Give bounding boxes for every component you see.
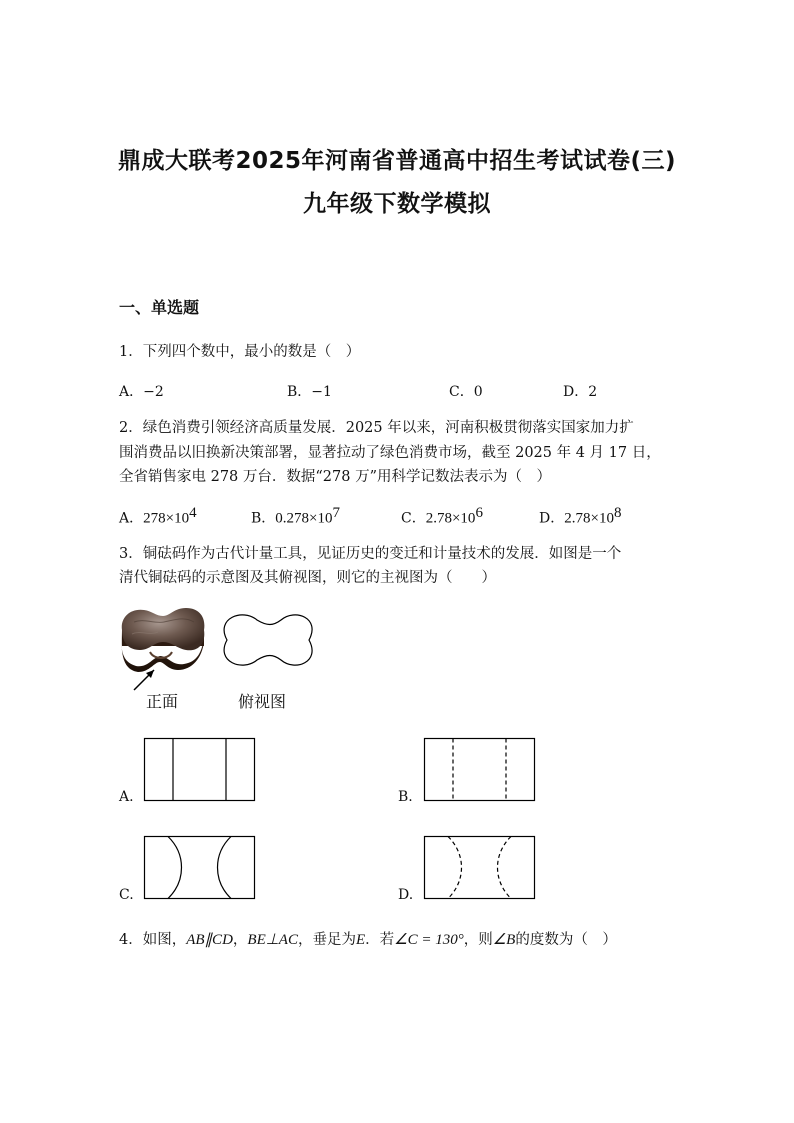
q4-angle-c: ∠C = 130° (394, 932, 464, 948)
section-heading: 一、单选题 (119, 298, 200, 317)
q1-option-d: D．2 (563, 384, 598, 400)
q2-option-a-mantissa: 278×10 (143, 510, 190, 527)
q4-point: E (355, 932, 366, 948)
bronze-weight-image (114, 600, 214, 700)
q2-option-d-exp: 8 (613, 505, 622, 521)
q2-option-b (251, 505, 340, 528)
q2-option-d (539, 505, 621, 528)
q4-prefix: 4．如图， (119, 932, 187, 948)
q3-option-b-label: B. (398, 789, 413, 805)
q4-mid3: ，则 (463, 932, 493, 948)
top-view-label: 俯视图 (238, 692, 287, 711)
q3-option-c-label: C. (119, 887, 134, 903)
q2-option-c-mantissa: 2.78×10 (425, 510, 476, 527)
q2-option-b-exp: 7 (332, 505, 341, 521)
q2-option-b-mantissa: 0.278×10 (275, 510, 333, 527)
q4-angle-b: ∠B (492, 932, 516, 948)
q2-option-d-mantissa: 2.78×10 (564, 510, 614, 527)
q1-option-b: B．−1 (287, 384, 332, 400)
q2-line1: 2．绿色消费引领经济高质量发展．2025 年以来，河南积极贯彻落实国家加力扩 (119, 420, 634, 436)
q4-cond2: BE⊥AC (247, 932, 298, 948)
page-title: 鼎成大联考2025年河南省普通高中招生考试试卷(三) (117, 148, 677, 174)
q2-option-c-label: C． (401, 510, 426, 527)
q3-line2: 清代铜砝码的示意图及其俯视图，则它的主视图为（ ） (119, 570, 496, 586)
q3-option-d-label: D. (398, 887, 414, 903)
q2-line3: 全省销售家电 278 万台．数据“278 万”用科学记数法表示为（ ） (119, 469, 552, 485)
page-subtitle: 九年级下数学模拟 (303, 191, 491, 217)
q4-mid: ，垂足为 (297, 932, 356, 948)
q3-line1: 3．铜砝码作为古代计量工具，见证历史的变迁和计量技术的发展．如图是一个 (119, 546, 622, 562)
q2-option-a (119, 505, 197, 528)
q3-option-a-diagram (144, 738, 256, 802)
q4-suffix: 的度数为（ ） (515, 932, 617, 948)
top-view-diagram (221, 612, 315, 666)
q2-option-a-label: A． (119, 510, 144, 527)
q2-option-c (401, 505, 483, 528)
q2-option-c-exp: 6 (475, 505, 483, 521)
q1-stem: 1．下列四个数中，最小的数是（ ） (119, 344, 361, 360)
q3-option-d-diagram (424, 836, 536, 900)
q2-option-b-label: B． (251, 510, 276, 527)
q1-option-c: C．0 (449, 384, 483, 400)
q3-option-c-diagram (144, 836, 256, 900)
q4-mid2: ．若 (365, 932, 395, 948)
q2-line2: 围消费品以旧换新决策部署，显著拉动了绿色消费市场，截至 2025 年 4 月 17 日， (119, 445, 661, 461)
q3-option-b-diagram (424, 738, 536, 802)
front-label: 正面 (146, 692, 179, 711)
q2-option-d-label: D． (539, 510, 565, 527)
q1-option-a: A．−2 (119, 384, 164, 400)
q4-sep: ， (232, 932, 248, 948)
q4-stem (119, 928, 617, 952)
q3-option-a-label: A. (119, 789, 134, 805)
q2-option-a-exp: 4 (189, 505, 197, 521)
q4-cond1: AB∥CD (186, 932, 233, 948)
